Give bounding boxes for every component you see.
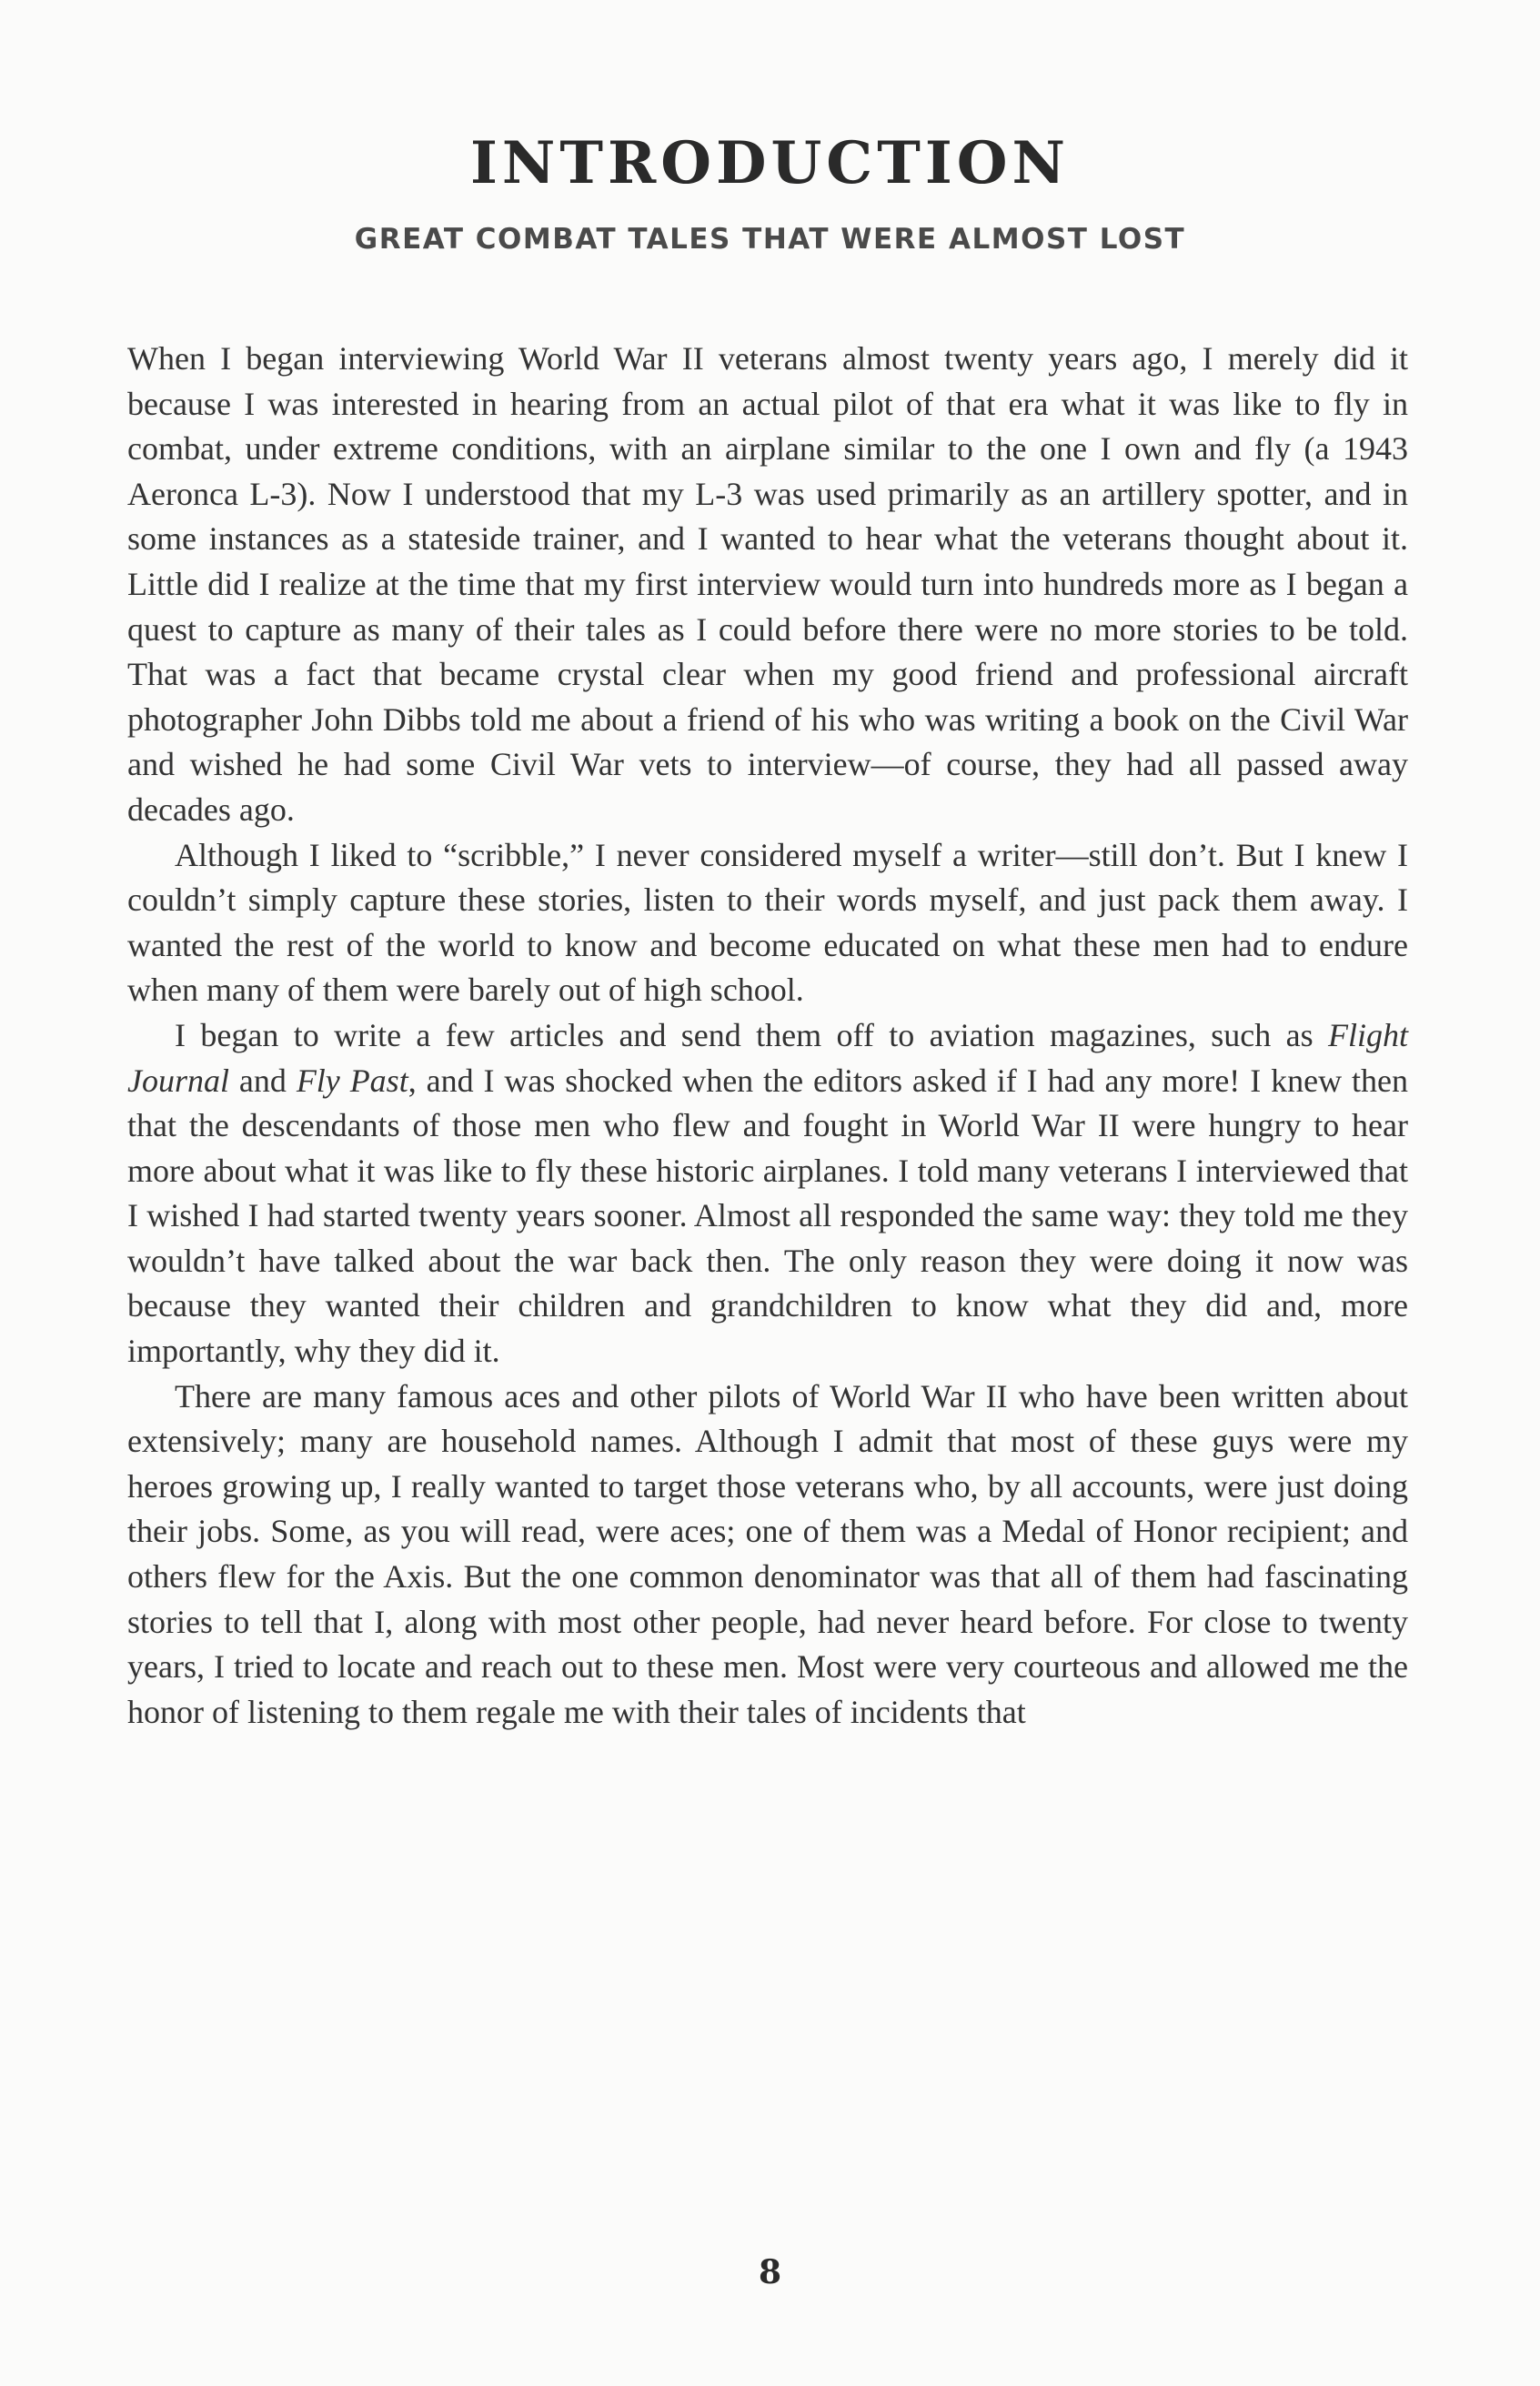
paragraph-3 xyxy=(127,1013,1408,1374)
paragraph-2 xyxy=(127,833,1408,1013)
paragraph-text: Although I liked to “scribble,” I never considered myself a writer—still don’t. But I knew I couldn’t simply capture these stories, listen to their words myself, and just pack them away. I wanted the rest of the world to know and become educated on what these men had to endure when many of them were barely out of high school. xyxy=(127,836,1408,1009)
paragraph-text: I began to write a few articles and send them off to aviation magazines, such as xyxy=(175,1016,1328,1053)
page-number: 8 xyxy=(758,2253,782,2291)
paragraph-1 xyxy=(127,337,1408,833)
magazine-title: Flight Journal xyxy=(127,1016,1408,1099)
paragraph-text: When I began interviewing World War II veterans almost twenty years ago, I merely did it because I was interested in hearing from an actual pilot of that era what it was like to fly in combat, under extreme conditions, with an airplane similar to the one I own and fly (a 1943 Aeronca L-3). Now I understood that my L-3 was used primarily as an artillery spotter, and in some instances as a stateside trainer, and I wanted to hear what the veterans thought about it. Little did I realize at the time that my first interview would turn into hundreds more as I began a quest to capture as many of their tales as I could before there were no more stories to be told. That was a fact that became crystal clear when my good friend and professional aircraft photographer John Dibbs told me about a friend of his who was writing a book on the Civil War and wished he had some Civil War vets to interview—of course, they had all passed away decades ago. xyxy=(127,340,1408,828)
paragraph-4 xyxy=(127,1374,1408,1736)
paragraph-text: , and I was shocked when the editors asked if I had any more! I knew then that the descendants of those men who flew and fought in World War II were hungry to hear more about what it was like to fly these historic airplanes. I told many veterans I interviewed that I wished I had started twenty years sooner. Almost all responded the same way: they told me they wouldn’t have talked about the war back then. The only reason they were doing it now was because they wanted their children and grandchildren to know what they did and, more importantly, why they did it. xyxy=(127,1062,1408,1370)
paragraph-text: There are many famous aces and other pilots of World War II who have been written about extensively; many are household names. Although I admit that most of these guys were my heroes growing up, I really wanted to target those veterans who, by all accounts, were just doing their jobs. Some, as you will read, were aces; one of them was a Medal of Honor recipient; and others flew for the Axis. But the one common denominator was that all of them had fascinating stories to tell that I, along with most other people, had never heard before. For close to twenty years, I tried to locate and reach out to these men. Most were very courteous and allowed me the honor of listening to them regale me with their tales of incidents that xyxy=(127,1377,1408,1730)
paragraph-text: and xyxy=(229,1062,297,1099)
body-text xyxy=(127,337,1408,1735)
chapter-title: INTRODUCTION xyxy=(469,129,1071,197)
chapter-subtitle: GREAT COMBAT TALES THAT WERE ALMOST LOST xyxy=(354,223,1186,256)
magazine-title: Fly Past xyxy=(296,1062,408,1099)
